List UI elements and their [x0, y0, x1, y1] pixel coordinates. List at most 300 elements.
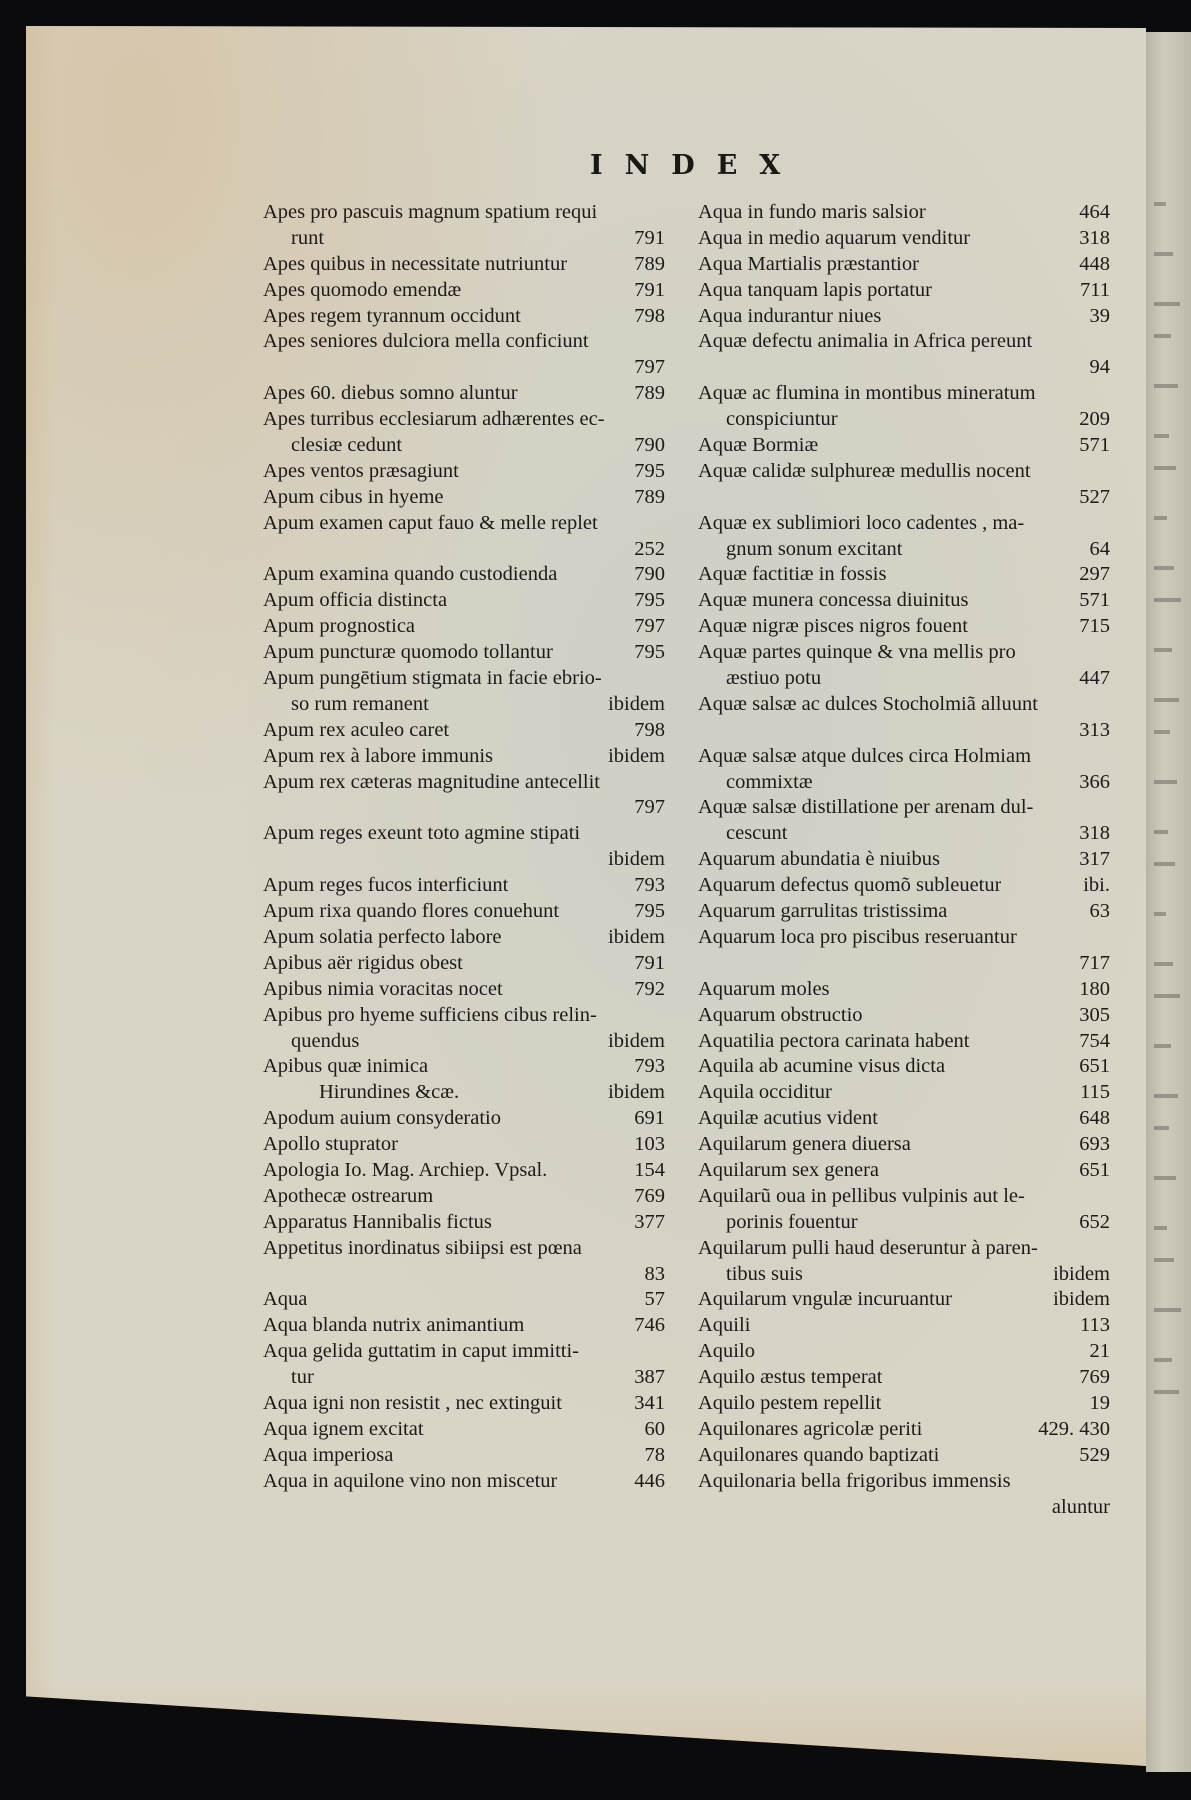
entry-line [698, 1080, 1110, 1106]
entry-line [698, 744, 1110, 770]
bleed-mark [1154, 466, 1176, 470]
entry-line [698, 252, 1110, 278]
page-reference: 651 [1079, 1158, 1110, 1181]
page-reference: 717 [1079, 951, 1110, 974]
entry-line [263, 666, 665, 692]
page-header: INDEX [590, 150, 803, 181]
bleed-mark [1154, 1308, 1181, 1312]
entry-text: Aquæ Bormiæ [698, 434, 819, 457]
entry-line [263, 873, 665, 899]
index-entry [263, 1417, 665, 1443]
page-reference: 252 [634, 537, 665, 560]
index-entry [698, 1106, 1110, 1132]
page-reference: 63 [1089, 900, 1110, 923]
entry-continuation-line [263, 1029, 665, 1055]
entry-text: Apollo stuprator [263, 1133, 398, 1156]
entry-text: Apes quomodo emendæ [263, 278, 462, 301]
page-reference: 527 [1079, 485, 1110, 508]
index-entry [698, 1029, 1110, 1055]
entry-continuation-line [263, 1365, 665, 1391]
index-entry [698, 1054, 1110, 1080]
page-reference: 652 [1079, 1210, 1110, 1233]
page-reference: 769 [1079, 1366, 1110, 1389]
entry-line [263, 925, 665, 951]
entry-continuation-line [698, 407, 1110, 433]
index-entry [263, 1391, 665, 1417]
entry-text: Aquarum obstructio [698, 1003, 863, 1026]
entry-line [263, 1184, 665, 1210]
page-reference: 795 [634, 641, 665, 664]
page-reference: 19 [1089, 1391, 1110, 1414]
index-entry [263, 407, 665, 459]
page-reference: 447 [1079, 667, 1110, 690]
entry-text: quendus [291, 1029, 360, 1052]
page-reference: 790 [634, 434, 665, 457]
page-reference: 57 [644, 1288, 665, 1311]
bleed-mark [1154, 912, 1166, 916]
entry-line [698, 381, 1110, 407]
entry-text: Aquarum moles [698, 977, 830, 1000]
page-reference: aluntur [1051, 1495, 1110, 1518]
index-entry [263, 744, 665, 770]
index-entry [698, 433, 1110, 459]
entry-text: Apibus pro hyeme sufficiens cibus relin- [263, 1003, 597, 1026]
entry-text: Apes seniores dulciora mella conficiunt [263, 330, 589, 353]
entry-text: Aquilo æstus temperat [698, 1366, 883, 1389]
entry-continuation-line [698, 951, 1110, 977]
entry-text: Aquatilia pectora carinata habent [698, 1029, 970, 1052]
entry-text: Apum rixa quando flores conuehunt [263, 900, 560, 923]
index-entry [263, 588, 665, 614]
entry-text: Aquæ ac flumina in montibus mineratum [698, 382, 1036, 405]
entry-text: Apodum auium consyderatio [263, 1107, 501, 1130]
page-reference: 651 [1079, 1055, 1110, 1078]
index-entry [263, 1106, 665, 1132]
entry-line [698, 511, 1110, 537]
index-entry [263, 614, 665, 640]
page-reference: ibidem [1053, 1262, 1110, 1285]
entry-text: runt [291, 226, 325, 249]
page-reference: 154 [634, 1158, 665, 1181]
index-entry [263, 459, 665, 485]
entry-line [698, 278, 1110, 304]
entry-line [698, 692, 1110, 718]
index-entry [263, 1054, 665, 1106]
bleed-mark [1154, 830, 1168, 834]
entry-continuation-line [698, 718, 1110, 744]
page-reference: 529 [1079, 1443, 1110, 1466]
entry-text: Aquæ salsæ ac dulces Stocholmiã alluunt [698, 692, 1038, 715]
index-entry [698, 459, 1110, 511]
index-entry [263, 562, 665, 588]
index-column-left [263, 200, 665, 1495]
entry-text: Apes turribus ecclesiarum adhærentes ec- [263, 408, 605, 431]
entry-text: Aqua in fundo maris salsior [698, 201, 926, 223]
page-reference: 318 [1079, 822, 1110, 845]
entry-continuation-line [263, 226, 665, 252]
entry-line [698, 1054, 1110, 1080]
index-entry [698, 614, 1110, 640]
entry-text: Aqua Martialis præstantior [698, 252, 919, 275]
page-reference: 297 [1079, 563, 1110, 586]
entry-text: Apum reges exeunt toto agmine stipati [263, 822, 581, 845]
index-entry [698, 1313, 1110, 1339]
entry-text: Aquilarum genera diuersa [698, 1133, 911, 1156]
entry-line [263, 1443, 665, 1469]
index-entry [698, 381, 1110, 433]
index-entry [698, 1443, 1110, 1469]
entry-text: Aquarum defectus quomõ subleuetur [698, 874, 1002, 897]
index-entry [698, 1287, 1110, 1313]
entry-line [263, 1003, 665, 1029]
index-entry [263, 1132, 665, 1158]
bleed-mark [1154, 434, 1169, 438]
entry-line [698, 588, 1110, 614]
entry-line [698, 329, 1110, 355]
page-reference: 60 [644, 1417, 665, 1440]
entry-text: Aqua tanquam lapis portatur [698, 278, 932, 301]
entry-line [263, 1054, 665, 1080]
page-reference: 446 [634, 1469, 665, 1492]
entry-text: Aqua indurantur niues [698, 304, 882, 327]
entry-line [263, 485, 665, 511]
index-entry [698, 200, 1110, 226]
entry-text: Aqua blanda nutrix animantium [263, 1314, 525, 1337]
page-reference: ibidem [1053, 1288, 1110, 1311]
index-entry [698, 511, 1110, 563]
entry-text: Apum pungētium stigmata in facie ebrio- [263, 667, 602, 690]
index-entry [698, 304, 1110, 330]
index-entry [263, 1287, 665, 1313]
index-entry [698, 1469, 1110, 1521]
index-entry [698, 1236, 1110, 1288]
entry-continuation-line [698, 821, 1110, 847]
page-reference: 795 [634, 900, 665, 923]
entry-text: Aquæ nigræ pisces nigros fouent [698, 615, 968, 638]
entry-text: Apum rex cæteras magnitudine antecellit [263, 770, 600, 793]
entry-line [698, 459, 1110, 485]
index-entry [698, 588, 1110, 614]
entry-text: Aqua igni non resistit , nec extinguit [263, 1391, 562, 1414]
page-reference: 571 [1079, 589, 1110, 612]
entry-continuation-line [263, 433, 665, 459]
bleed-mark [1154, 516, 1167, 520]
entry-line [698, 873, 1110, 899]
index-column-right [698, 200, 1110, 1520]
index-entry [263, 718, 665, 744]
entry-text: Aqua [263, 1288, 308, 1311]
entry-line [698, 1365, 1110, 1391]
index-entry [698, 1158, 1110, 1184]
entry-text: Aquila occiditur [698, 1081, 832, 1104]
page-reference: 693 [1079, 1133, 1110, 1156]
entry-text: Aquarum abundatia è niuibus [698, 848, 940, 871]
page-reference: 798 [634, 718, 665, 741]
page-reference: 791 [634, 951, 665, 974]
page-reference: 746 [634, 1314, 665, 1337]
entry-line [698, 1339, 1110, 1365]
entry-line [263, 459, 665, 485]
entry-line [263, 770, 665, 796]
bleed-mark [1154, 1258, 1174, 1262]
page-reference: 797 [634, 615, 665, 638]
entry-line [263, 278, 665, 304]
page-reference: ibidem [608, 1029, 665, 1052]
bleed-mark [1154, 598, 1181, 602]
entry-text: Apparatus Hannibalis fictus [263, 1210, 492, 1233]
entry-text: Aquarum garrulitas tristissima [698, 900, 948, 923]
index-entry [263, 1236, 665, 1288]
bleed-mark [1154, 962, 1173, 966]
entry-line [263, 1158, 665, 1184]
entry-line [263, 1417, 665, 1443]
entry-text: Appetitus inordinatus sibiipsi est pœna [263, 1236, 582, 1259]
entry-continuation-line [698, 1495, 1110, 1521]
bleed-mark [1154, 1094, 1178, 1098]
entry-line [263, 1210, 665, 1236]
page-reference: 648 [1079, 1107, 1110, 1130]
index-entry [263, 873, 665, 899]
index-entry [698, 1003, 1110, 1029]
index-entry [698, 847, 1110, 873]
entry-text: Hirundines &cæ. [319, 1081, 460, 1104]
entry-text: Aqua in aquilone vino non miscetur [263, 1469, 558, 1492]
entry-text: Aqua ignem excitat [263, 1417, 424, 1440]
page-reference: 115 [1080, 1081, 1110, 1104]
index-entry [698, 692, 1110, 744]
entry-line [698, 1158, 1110, 1184]
index-entry [698, 252, 1110, 278]
index-entry [263, 1469, 665, 1495]
index-entry [698, 226, 1110, 252]
entry-text: Aquilarum vngulæ incuruantur [698, 1288, 952, 1311]
bleed-mark [1154, 648, 1172, 652]
page-reference: 571 [1079, 434, 1110, 457]
entry-text: Aquæ salsæ distillatione per arenam dul- [698, 796, 1034, 819]
entry-line [263, 1132, 665, 1158]
index-entry [263, 1313, 665, 1339]
entry-line [698, 226, 1110, 252]
page-reference: 711 [1080, 278, 1110, 301]
entry-text: Aquilarũ oua in pellibus vulpinis aut le- [698, 1184, 1025, 1207]
entry-continuation-line [698, 1262, 1110, 1288]
entry-line [263, 821, 665, 847]
entry-text: Aqua imperiosa [263, 1443, 394, 1466]
page-reference: 387 [634, 1366, 665, 1389]
entry-continuation-line [698, 537, 1110, 563]
entry-line [698, 899, 1110, 925]
bleed-mark [1154, 780, 1177, 784]
next-page-edge [1146, 32, 1191, 1772]
entry-continuation-line [263, 1262, 665, 1288]
entry-line [698, 795, 1110, 821]
entry-text: Apes pro pascuis magnum spatium requi [263, 201, 598, 223]
entry-line [698, 1313, 1110, 1339]
entry-text: Apum cibus in hyeme [263, 485, 444, 508]
page-reference: 429. 430 [1038, 1417, 1110, 1440]
entry-line [698, 1003, 1110, 1029]
page-reference: 64 [1089, 537, 1110, 560]
entry-line [698, 1391, 1110, 1417]
page-reference: 464 [1079, 201, 1110, 223]
bleed-mark [1154, 1126, 1169, 1130]
entry-text: tibus suis [726, 1262, 803, 1285]
page-reference: 789 [634, 382, 665, 405]
page-reference: 715 [1079, 615, 1110, 638]
entry-line [698, 200, 1110, 226]
entry-text: Aquilarum pulli haud deseruntur à paren- [698, 1236, 1038, 1259]
bleed-mark [1154, 1226, 1167, 1230]
entry-line [263, 329, 665, 355]
entry-text: Aquila ab acumine visus dicta [698, 1055, 946, 1078]
index-entry [698, 1391, 1110, 1417]
index-entry [263, 278, 665, 304]
page-reference: ibidem [608, 848, 665, 871]
index-entry [263, 329, 665, 381]
entry-text: Aquilo [698, 1340, 755, 1363]
entry-line [263, 718, 665, 744]
entry-line [263, 951, 665, 977]
index-entry [263, 200, 665, 252]
entry-line [698, 1417, 1110, 1443]
bleed-mark [1154, 384, 1178, 388]
entry-text: Aquilonares quando baptizati [698, 1443, 940, 1466]
entry-line [698, 640, 1110, 666]
bleed-mark [1154, 252, 1173, 256]
entry-text: Aquilarum sex genera [698, 1158, 880, 1181]
entry-text: Aquilæ acutius vident [698, 1107, 878, 1130]
bleed-mark [1154, 302, 1180, 306]
entry-line [263, 1391, 665, 1417]
page-reference: 103 [634, 1133, 665, 1156]
entry-text: Aquæ factitiæ in fossis [698, 563, 887, 586]
page-reference: ibidem [608, 925, 665, 948]
index-entry [698, 925, 1110, 977]
page-reference: 305 [1079, 1003, 1110, 1026]
entry-line [698, 1287, 1110, 1313]
entry-continuation-line [263, 692, 665, 718]
entry-continuation-line [263, 795, 665, 821]
entry-text: Aquarum loca pro piscibus reseruantur [698, 925, 1017, 948]
index-entry [698, 795, 1110, 847]
bleed-mark [1154, 862, 1175, 866]
entry-text: Apum rex à labore immunis [263, 744, 494, 767]
entry-text: commixtæ [726, 770, 813, 793]
entry-text: Apum reges fucos interficiunt [263, 874, 509, 897]
page-reference: 795 [634, 459, 665, 482]
page-reference: 39 [1089, 304, 1110, 327]
entry-line [263, 1236, 665, 1262]
page-reference: 209 [1079, 408, 1110, 431]
page-reference: 113 [1080, 1314, 1110, 1337]
entry-text: Aqua in medio aquarum venditur [698, 226, 971, 249]
page-reference: 793 [634, 874, 665, 897]
index-entry [698, 1184, 1110, 1236]
entry-text: tur [291, 1366, 314, 1389]
page-reference: 78 [644, 1443, 665, 1466]
page-reference: 21 [1089, 1340, 1110, 1363]
index-entry [698, 1417, 1110, 1443]
bleed-mark [1154, 566, 1174, 570]
page-reference: 789 [634, 485, 665, 508]
page-reference: 318 [1079, 226, 1110, 249]
entry-line [698, 614, 1110, 640]
entry-continuation-line [263, 537, 665, 563]
entry-continuation-line [263, 847, 665, 873]
entry-text: Aquilo pestem repellit [698, 1391, 882, 1414]
entry-text: Aquilonaria bella frigoribus immensis [698, 1469, 1011, 1492]
entry-text: Aquili [698, 1314, 751, 1337]
entry-text: Apes ventos præsagiunt [263, 459, 459, 482]
entry-text: Apothecæ ostrearum [263, 1184, 434, 1207]
entry-text: Apum officia distincta [263, 589, 448, 612]
page-reference: 797 [634, 796, 665, 819]
entry-text: Apum solatia perfecto labore [263, 925, 502, 948]
page-reference: 94 [1089, 356, 1110, 379]
entry-continuation-line [698, 355, 1110, 381]
entry-continuation-line [263, 1080, 665, 1106]
entry-continuation-line [698, 770, 1110, 796]
entry-text: Apes quibus in necessitate nutriuntur [263, 252, 568, 275]
index-entry [263, 821, 665, 873]
index-entry [263, 951, 665, 977]
index-entry [698, 744, 1110, 796]
entry-line [263, 977, 665, 1003]
index-entry [263, 1210, 665, 1236]
index-entry [263, 381, 665, 407]
entry-line [698, 1236, 1110, 1262]
entry-line [263, 381, 665, 407]
entry-continuation-line [263, 355, 665, 381]
bleed-mark [1154, 1044, 1171, 1048]
page-reference: 769 [634, 1184, 665, 1207]
index-entry [698, 1132, 1110, 1158]
entry-text: Apum examina quando custodienda [263, 563, 558, 586]
entry-text: clesiæ cedunt [291, 434, 403, 457]
bleed-mark [1154, 334, 1171, 338]
entry-line [263, 899, 665, 925]
entry-text: Aquilonares agricolæ periti [698, 1417, 923, 1440]
entry-line [698, 433, 1110, 459]
bleed-mark [1154, 994, 1180, 998]
entry-text: Apum puncturæ quomodo tollantur [263, 641, 553, 664]
page-reference: 754 [1079, 1029, 1110, 1052]
page-reference: 448 [1079, 252, 1110, 275]
page-reference: 790 [634, 563, 665, 586]
index-entry [263, 1339, 665, 1391]
page-reference: ibidem [608, 1081, 665, 1104]
bleed-mark [1154, 698, 1179, 702]
entry-line [698, 847, 1110, 873]
entry-line [698, 1106, 1110, 1132]
entry-text: Aquæ ex sublimiori loco cadentes , ma- [698, 511, 1025, 534]
page-reference: 341 [634, 1391, 665, 1414]
entry-line [263, 407, 665, 433]
entry-text: æstiuo potu [726, 667, 822, 690]
entry-text: cescunt [726, 822, 788, 845]
index-entry [263, 770, 665, 822]
page-reference: 313 [1079, 718, 1110, 741]
bleed-mark [1154, 730, 1170, 734]
entry-line [263, 304, 665, 330]
entry-line [263, 200, 665, 226]
entry-line [698, 1029, 1110, 1055]
index-entry [698, 899, 1110, 925]
index-entry [698, 1080, 1110, 1106]
index-entry [263, 304, 665, 330]
index-entry [263, 899, 665, 925]
index-entry [698, 977, 1110, 1003]
